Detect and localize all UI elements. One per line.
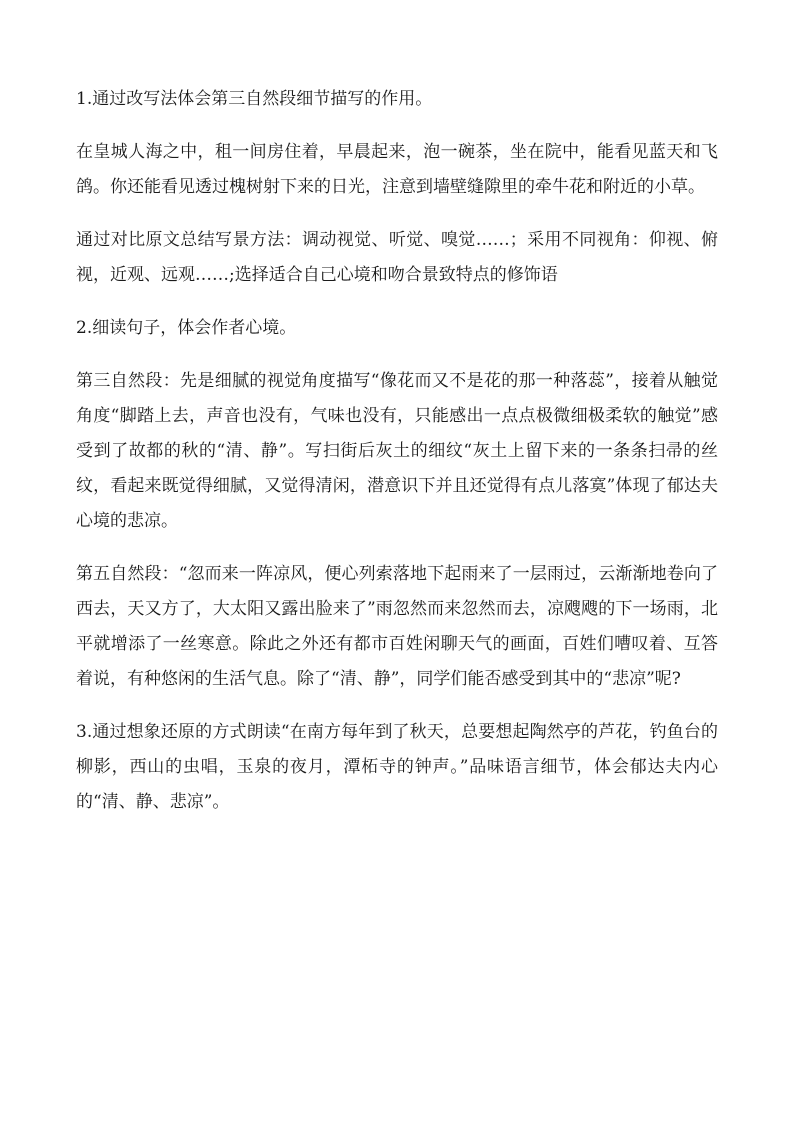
rewritten-passage: 在皇城人海之中，租一间房住着，早晨起来，泡一碗茶，坐在院中，能看见蓝天和飞鸽。你还能看见透过槐树射下来的日光，注意到墙壁缝隙里的牵牛花和附近的小草。 bbox=[76, 142, 718, 197]
question-3-text: 3.通过想象还原的方式朗读“在南方每年到了秋天，总要想起陶然亭的芦花，钓鱼台的柳影，西山的虫唱，玉泉的夜月，潭柘寺的钟声。”品味语言细节，体会郁达夫内心的“清、静、悲凉”。 bbox=[76, 722, 718, 812]
paragraph-5-analysis: 第五自然段：“忽而来一阵凉风，便心列索落地下起雨来了一层雨过，云渐渐地卷向了西去，天又方了，大太阳又露出脸来了”雨忽然而来忽然而去，凉飕飕的下一场雨，北平就增添了一丝寒意。除此之外还有都市百姓闲聊天气的画面，百姓们嘈叹着、互答着说，有种悠闲的生活气息。除了“清、静”，同学们能否感受到其中的“悲凉”呢? bbox=[76, 564, 718, 689]
writing-method-summary: 通过对比原文总结写景方法：调动视觉、听觉、嗅觉……；采用不同视角：仰视、俯视，近观、远观……;选择适合自己心境和吻合景致特点的修饰语 bbox=[76, 230, 718, 285]
document-body bbox=[76, 82, 718, 838]
question-1-heading: 1.通过改写法体会第三自然段细节描写的作用。 bbox=[76, 89, 433, 109]
paragraph-3-analysis: 第三自然段：先是细腻的视觉角度描写“像花而又不是花的那一种落蕊”，接着从触觉角度“脚踏上去，声音也没有，气味也没有，只能感出一点点极微细极柔软的触觉”感受到了故都的秋的“清、静”。写扫街后灰土的细纹“灰土上留下来的一条条扫帚的丝纹，看起来既觉得细腻，又觉得清闲，潜意识下并且还觉得有点儿落寞”体现了郁达夫心境的悲凉。 bbox=[76, 371, 718, 531]
question-2-heading: 2.细读句子，体会作者心境。 bbox=[76, 318, 297, 338]
